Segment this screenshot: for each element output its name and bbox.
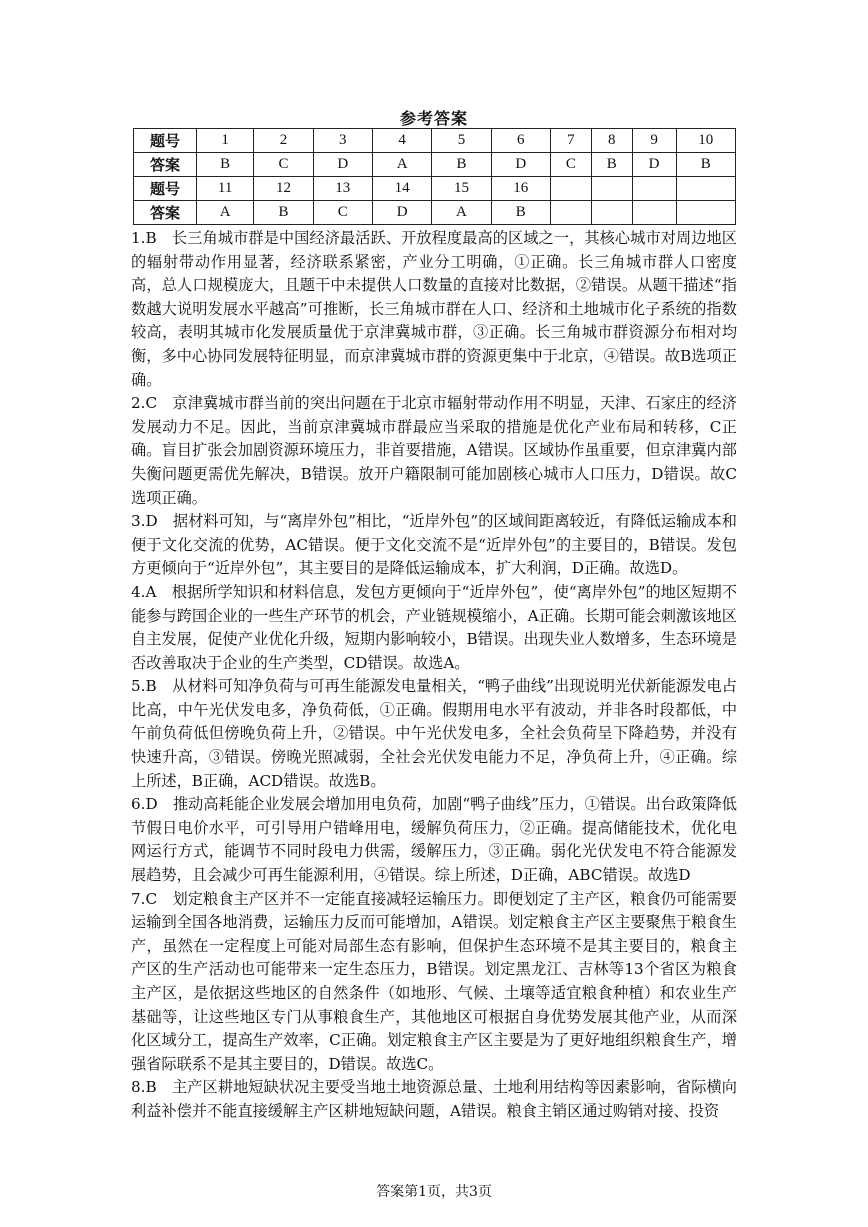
table-cell: 5 xyxy=(432,129,491,153)
table-cell xyxy=(591,177,632,201)
table-cell xyxy=(676,177,735,201)
table-cell xyxy=(632,201,676,225)
explanation-6: 6.D 推动高耗能企业发展会增加用电负荷，加剧“鸭子曲线”压力，①错误。出台政策降低节假日电价水平，可引导用户错峰用电，缓解负荷压力，②正确。提高储能技术，优化电网运行方式，能调节不同时段电力供需，缓解压力，③正确。弱化光伏发电不符合能源发展趋势，且会减少可再生能源利用，④错误。综上所述，D正确，ABC错误。故选D xyxy=(131,795,737,885)
explanation-4: 4.A 根据所学知识和材料信息，发包方更倾向于“近岸外包”，使“离岸外包”的地区短期不能参与跨国企业的一些生产环节的机会，产业链规模缩小，A正确。长期可能会刺激该地区自主发展，促使产业优化升级，短期内影响较小，B错误。出现失业人数增多，生态环境是否改善取决于企业的生产类型，CD错误。故选A。 xyxy=(131,582,737,672)
explanation-3: 3.D 据材料可知，与“离岸外包”相比，“近岸外包”的区域间距离较近，有降低运输成本和便于文化交流的优势，AC错误。便于文化交流不是“近岸外包”的主要目的，B错误。发包方更倾向于“近岸外包”，其主要目的是降低运输成本，扩大利润，D正确。故选D。 xyxy=(131,512,737,578)
table-cell: D xyxy=(372,201,431,225)
table-cell: 16 xyxy=(491,177,550,201)
table-cell: 6 xyxy=(491,129,550,153)
row-header-cell: 题号 xyxy=(134,129,197,153)
explanation-8: 8.B 主产区耕地短缺状况主要受当地土地资源总量、土地利用结构等因素影响，省际横向利益补偿并不能直接缓解主产区耕地短缺问题，A错误。粮食主销区通过购销对接、投资 xyxy=(131,1078,737,1120)
table-cell: A xyxy=(432,201,491,225)
table-row xyxy=(134,153,736,177)
table-cell: C xyxy=(254,153,313,177)
table-cell: 11 xyxy=(197,177,254,201)
explanations xyxy=(131,227,737,1124)
table-cell: A xyxy=(197,201,254,225)
table-cell: 2 xyxy=(254,129,313,153)
table-cell: B xyxy=(254,201,313,225)
table-cell: 15 xyxy=(432,177,491,201)
row-header-cell: 答案 xyxy=(134,201,197,225)
explanation-1: 1.B 长三角城市群是中国经济最活跃、开放程度最高的区域之一，其核心城市对周边地区的辐射带动作用显著，经济联系紧密，产业分工明确，①正确。长三角城市群人口密度高，总人口规模庞大，且题干中未提供人口数量的直接对比数据，②错误。从题干描述“指数越大说明发展水平越高”可推断，长三角城市群在人口、经济和土地城市化子系统的指数较高，表明其城市化发展质量优于京津冀城市群，③正确。长三角城市群资源分布相对均衡，多中心协同发展特征明显，而京津冀城市群的资源更集中于北京，④错误。故B选项正确。 xyxy=(131,229,737,389)
answer-table xyxy=(133,128,736,225)
table-cell: C xyxy=(313,201,372,225)
table-cell: 10 xyxy=(676,129,735,153)
table-cell: 1 xyxy=(197,129,254,153)
explanation-5: 5.B 从材料可知净负荷与可再生能源发电量相关，“鸭子曲线”出现说明光伏新能源发电占比高，中午光伏发电多，净负荷低，①正确。假期用电水平有波动，并非各时段都低，中午前负荷低但傍晚负荷上升，②错误。中午光伏发电多，全社会负荷呈下降趋势，并没有快速升高，③错误。傍晚光照减弱，全社会光伏发电能力不足，净负荷上升，④正确。综上所述，B正确，ACD错误。故选B。 xyxy=(131,677,737,790)
page-footer: 答案第1页，共3页 xyxy=(376,1184,492,1200)
table-cell: 9 xyxy=(632,129,676,153)
table-cell xyxy=(550,201,591,225)
table-row xyxy=(134,177,736,201)
table-cell: D xyxy=(491,153,550,177)
table-cell xyxy=(676,201,735,225)
explanation-7: 7.C 划定粮食主产区并不一定能直接减轻运输压力。即便划定了主产区，粮食仍可能需要运输到全国各地消费，运输压力反而可能增加，A错误。划定粮食主产区主要聚焦于粮食生产，虽然在一定程度上可能对局部生态有影响，但保护生态环境不是其主要目的，粮食主产区的生产活动也可能带来一定生态压力，B错误。划定黑龙江、吉林等13个省区为粮食主产区，是依据这些地区的自然条件（如地形、气候、土壤等适宜粮食种植）和农业生产基础等，让这些地区专门从事粮食生产，其他地区可根据自身优势发展其他产业，从而深化区域分工，提高生产效率，C正确。划定粮食主产区主要是为了更好地组织粮食生产，增强省际联系不是其主要目的，D错误。故选C。 xyxy=(131,889,737,1073)
page-title: 参考答案 xyxy=(399,109,468,128)
row-header-cell: 题号 xyxy=(134,177,197,201)
table-cell: D xyxy=(313,153,372,177)
table-cell: 4 xyxy=(372,129,431,153)
table-cell: A xyxy=(372,153,431,177)
table-cell: D xyxy=(632,153,676,177)
table-cell: B xyxy=(491,201,550,225)
table-cell: 14 xyxy=(372,177,431,201)
table-cell xyxy=(550,177,591,201)
table-row xyxy=(134,201,736,225)
table-cell: 13 xyxy=(313,177,372,201)
table-cell: B xyxy=(676,153,735,177)
table-cell: 8 xyxy=(591,129,632,153)
table-row xyxy=(134,129,736,153)
explanation-2: 2.C 京津冀城市群当前的突出问题在于北京市辐射带动作用不明显，天津、石家庄的经济发展动力不足。因此，当前京津冀城市群最应当采取的措施是优化产业布局和转移，C正确。盲目扩张会加剧资源环境压力，非首要措施，A错误。区域协作虽重要，但京津冀内部失衡问题更需优先解决，B错误。放开户籍限制可能加剧核心城市人口压力，D错误。故C选项正确。 xyxy=(131,394,737,507)
table-cell: B xyxy=(197,153,254,177)
table-cell: C xyxy=(550,153,591,177)
table-cell: 3 xyxy=(313,129,372,153)
table-cell: B xyxy=(432,153,491,177)
table-cell: 12 xyxy=(254,177,313,201)
row-header-cell: 答案 xyxy=(134,153,197,177)
table-cell: B xyxy=(591,153,632,177)
table-cell: 7 xyxy=(550,129,591,153)
table-cell xyxy=(632,177,676,201)
table-cell xyxy=(591,201,632,225)
